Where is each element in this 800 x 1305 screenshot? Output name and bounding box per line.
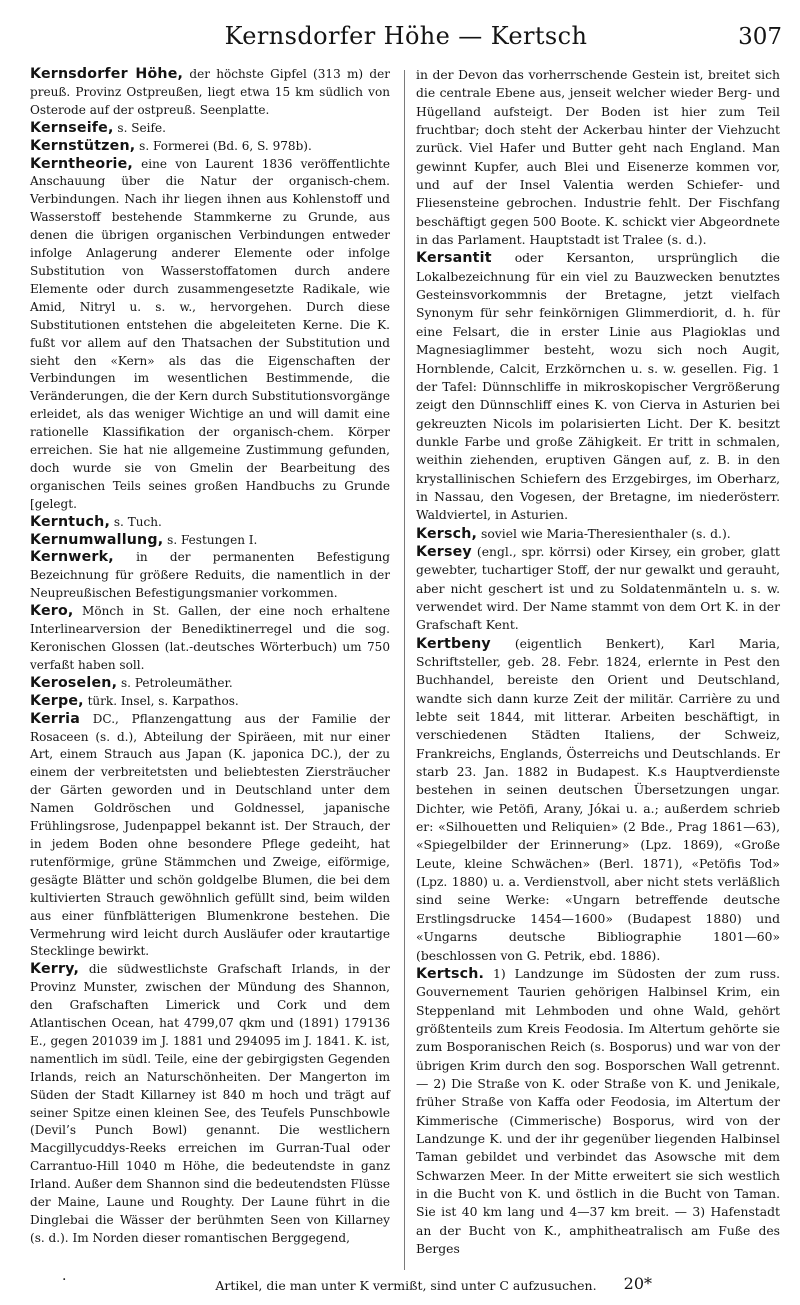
entry-text: s. Formerei (Bd. 6, S. 978b).	[135, 138, 312, 153]
entry-text: der höchste Gipfel (313 m) der preuß. Provinz Ostpreußen, liegt etwa 15 km südlich von Osterode auf der ostpreuß. Seenplatte.	[30, 67, 390, 117]
dictionary-entry	[30, 711, 390, 962]
dictionary-entry	[416, 965, 780, 1259]
column-divider	[404, 70, 405, 1270]
entry-text: s. Tuch.	[110, 514, 162, 529]
entry-text: Mönch in St. Gallen, der eine noch erhaltene Interlinearversion der Benediktinerregel und die sog. Keronischen Glossen (lat.-deutsches Wörterbuch) um 750 verfaßt haben soll.	[30, 604, 390, 672]
entry-text: die südwestlichste Grafschaft Irlands, in der Provinz Munster, zwischen der Mündung des Shannon, den Grafschaften Limerick und Cork und dem Atlantischen Ocean, hat 4799,07 qkm und (1891) 179136 E., gegen 201039 im J. 1881 und 294095 im J. 1841. K. ist, namentlich im südl. Teile, eine der gebirgigsten Gegenden Irlands, reich an Naturschönheiten. Der Mangerton im Süden der Stadt Killarney ist 840 m hoch und trägt auf seiner Spitze einen kleinen See, des Teufels Punschbowle (Devil’s Punch Bowl) genannt. Die westlichern Macgillycuddys-Reeks erreichen im Gurran-Tual oder Carrantuo-Hill 1040 m Höhe, die bedeutendste in ganz Irland. Außer dem Shannon sind die bedeutendsten Flüsse der Maine, Laune und Roughty. Der Laune führt in die Dinglebai die Wässer der berühmten Seen von Killarney (s. d.). Im Norden dieser romantischen Berggegend,	[30, 962, 390, 1245]
dictionary-entry	[30, 120, 390, 138]
page-footer	[30, 1272, 782, 1298]
dictionary-entry	[30, 675, 390, 693]
right-column	[416, 66, 780, 1258]
entry-text: s. Petroleumäther.	[117, 675, 233, 690]
entry-text: 1) Landzunge im Südosten der zum russ. Gouvernement Taurien gehörigen Halbinsel Krim, ein Steppenland mit Lehmboden und ohne Wald, gehört größtenteils zum Kreis Feodosia. Im Altertum gehörte sie zum Bosporanischen Reich (s. Bosporus) und war von der übrigen Krim durch den sog. Bosporschen Wall getrennt. — 2) Die Straße von K. oder Straße von K. und Jenikale, früher Straße von Kaffa oder Feodosia, im Altertum der Kimmerische (Cimmerische) Bosporus, wird von der Landzunge K. und der ihr gegenüber liegenden Halbinsel Taman gebildet und verbindet das Asowsche mit dem Schwarzen Meer. In der Mitte erweitert sie sich westlich in die Bucht von K. und östlich in die Bucht von Taman. Sie ist 40 km lang und 4—37 km breit. — 3) Hafenstadt an der Bucht von K., amphitheatralisch am Fuße des Berges	[416, 966, 780, 1256]
entry-headword: Kersantit	[416, 250, 492, 267]
entry-headword: Keroselen,	[30, 674, 118, 691]
dictionary-entry	[30, 138, 390, 156]
entry-text: in der Devon das vorherrschende Gestein ist, breitet sich die centrale Ebene aus, jenseit welcher wieder Berg- und Hügelland aufsteigt. Der Boden ist hier zum Teil fruchtbar; doch steht der Ackerbau hinter der Viehzucht zurück. Viel Hafer und Butter geht nach England. Man gewinnt Kupfer, auch Blei und Eisenerze kommen vor, und auf der Insel Valentia werden Schiefer- und Fliesensteine gebrochen. Industrie fehlt. Der Fischfang beschäftigt gegen 500 Boote. K. schickt vier Abgeordnete in das Parlament. Hauptstadt ist Tralee (s. d.).	[416, 68, 780, 248]
signature-mark: 20*	[623, 1274, 652, 1293]
entry-text: s. Seife.	[113, 120, 166, 135]
dictionary-entry	[416, 249, 780, 524]
dictionary-entry	[30, 66, 390, 120]
entry-headword: Kernumwallung,	[30, 531, 164, 548]
footer-dot: ·	[62, 1272, 67, 1288]
dictionary-entry	[30, 693, 390, 711]
dictionary-entry	[416, 66, 780, 249]
entry-text: DC., Pflanzengattung aus der Familie der Rosaceen (s. d.), Abteilung der Spiräeen, mit nur einer Art, einem Strauch aus Japan (K. japonica DC.), der zu einem der verbreitetsten und beliebtesten Ziersträucher der Gärten geworden und in Deutschland unter dem Namen Goldröschen und Goldnessel, japanische Frühlingsrose, Judenpappel bekannt ist. Der Strauch, der in jedem Boden ohne besondere Pflege gedeiht, hat rutenförmige, grüne Stämmchen und Zweige, eiförmige, gesägte Blätter und schön goldgelbe Blumen, die bei dem kultivierten Strauch gewöhnlich gefüllt sind, beim wilden aus einer fünfblätterigen Blumenkrone bestehen. Die Vermehrung wird leicht durch Ausläufer oder krautartige Stecklinge bewirkt.	[30, 711, 390, 959]
entry-headword: Kerntheorie,	[30, 155, 133, 172]
entry-headword: Kerry,	[30, 961, 80, 978]
footer-note: Artikel, die man unter K vermißt, sind unter C aufzusuchen.	[215, 1278, 597, 1293]
dictionary-entry	[30, 156, 390, 514]
entry-headword: Kersey	[416, 543, 472, 560]
entry-headword: Kernstützen,	[30, 137, 136, 154]
entry-text: s. Festungen I.	[163, 532, 258, 547]
dictionary-entry	[416, 543, 780, 635]
dictionary-entry	[30, 532, 390, 550]
dictionary-entry	[30, 603, 390, 675]
left-column	[30, 66, 390, 1248]
dictionary-entry	[416, 635, 780, 965]
entry-text: (eigentlich Benkert), Karl Maria, Schriftsteller, geb. 28. Febr. 1824, erlernte in Pest den Buchhandel, bereiste den Orient und Deutschland, wandte sich dann kurze Zeit der militär. Carrière zu und lebte seit 1844, mit litterar. Arbeiten beschäftigt, in verschiedenen Städten Italiens, der Schweiz, Frankreichs, Englands, Österreichs und Deutschlands. Er starb 23. Jan. 1882 in Budapest. K.s Hauptverdienste bestehen in seinen deutschen Übersetzungen ungar. Dichter, wie Petöfi, Arany, Jókai u. a.; außerdem schrieb er: «Silhouetten und Reliquien» (2 Bde., Prag 1861—63), «Spiegelbilder der Erinnerung» (Lpz. 1869), «Große Leute, kleine Schwächen» (Berl. 1871), «Petöfis Tod» (Lpz. 1880) u. a. Verdienstvoll, aber nicht stets verläßlich sind seine Werke: «Ungarn betreffende deutsche Erstlingsdrucke 1454—1600» (Budapest 1880) und «Ungarns deutsche Bibliographie 1801—60» (beschlossen von G. Petrik, ebd. 1886).	[416, 636, 780, 963]
entry-text: oder Kersanton, ursprünglich die Lokalbezeichnung für ein viel zu Bauzwecken benutztes Gesteinsvorkommnis der Bretagne, jetzt vielfach Synonym für sehr feinkörnigen Glimmerdiorit, d. h. für eine Felsart, die in erster Linie aus Plagioklas und Magnesiaglimmer besteht, wozu sich noch Augit, Hornblende, Calcit, Erzkörnchen u. s. w. gesellen. Fig. 1 der Tafel: Dünnschliffe in mikroskopischer Vergrößerung zeigt den Dünnschliff eines K. von Cierva in Asturien bei gekreuzten Nicols im polarisierten Licht. Der K. besitzt dunkle Farbe und große Zähigkeit. Er tritt in schmalen, weithin ziehenden, eruptiven Gängen auf, z. B. in den krystallinischen Schiefern des Erzgebirges, im Oberharz, in Nassau, den Vogesen, der Bretagne, im niederösterr. Waldviertel, in Asturien.	[416, 251, 780, 523]
entry-headword: Kero,	[30, 603, 74, 620]
dictionary-entry	[30, 961, 390, 1248]
entry-text: in der permanenten Befestigung Bezeichnung für größere Reduits, die namentlich in der Neupreußischen Befestigungsmanier vorkommen.	[30, 550, 390, 601]
entry-headword: Kertsch.	[416, 965, 485, 982]
entry-headword: Kernsdorfer Höhe,	[30, 66, 184, 82]
dictionary-entry	[30, 514, 390, 532]
entry-headword: Kerntuch,	[30, 513, 111, 530]
entry-headword: Kerpe,	[30, 692, 84, 709]
entry-headword: Kersch,	[416, 525, 478, 542]
page-number: 307	[738, 24, 782, 50]
dictionary-entry	[30, 549, 390, 603]
entry-headword: Kerria	[30, 710, 80, 727]
page-header	[30, 0, 782, 66]
running-head: Kernsdorfer Höhe — Kertsch	[224, 22, 588, 50]
entry-headword: Kernwerk,	[30, 549, 114, 566]
entry-text: eine von Laurent 1836 veröffentlichte Anschauung über die Natur der organisch-chem. Verbindungen. Nach ihr liegen ihnen aus Kohlenstoff und Wasserstoff bestehende Stammkerne zu Grunde, aus denen die übrigen organischen Verbindungen entweder infolge Anlagerung anderer Elemente oder infolge Substitution von Wasserstoffatomen durch andere Elemente oder durch zusammengesetzte Radikale, wie Amid, Nitryl u. s. w., hervorgehen. Durch diese Substitutionen entstehen die abgeleiteten Kerne. Die K. fußt vor allem auf den Thatsachen der Substitution und sieht den «Kern» als das die Eigenschaften der Verbindungen im wesentlichen Bestimmende, die Veränderungen, die der Kern durch Substitutionsvorgänge erleidet, als das weniger Wichtige an und will damit eine rationelle Klassifikation der organisch-chem. Körper erreichen. Sie hat nie allgemeine Zustimmung gefunden, doch wurde sie von Gmelin der Bearbeitung des organischen Teils seines großen Handbuchs zu Grunde [gelegt.	[30, 156, 390, 511]
dictionary-entry	[416, 525, 780, 543]
entry-headword: Kertbeny	[416, 635, 491, 652]
entry-headword: Kernseife,	[30, 119, 114, 136]
entry-text: soviel wie Maria-Theresienthaler (s. d.).	[477, 526, 731, 541]
entry-text: (engl., spr. körrsi) oder Kirsey, ein grober, glatt gewebter, tuchartiger Stoff, der nur gewalkt und gerauht, aber nicht geschert ist und zu Soldatenmänteln u. s. w. verwendet wird. Der Name stammt von dem Ort K. in der Grafschaft Kent.	[416, 544, 780, 633]
entry-text: türk. Insel, s. Karpathos.	[83, 693, 239, 708]
